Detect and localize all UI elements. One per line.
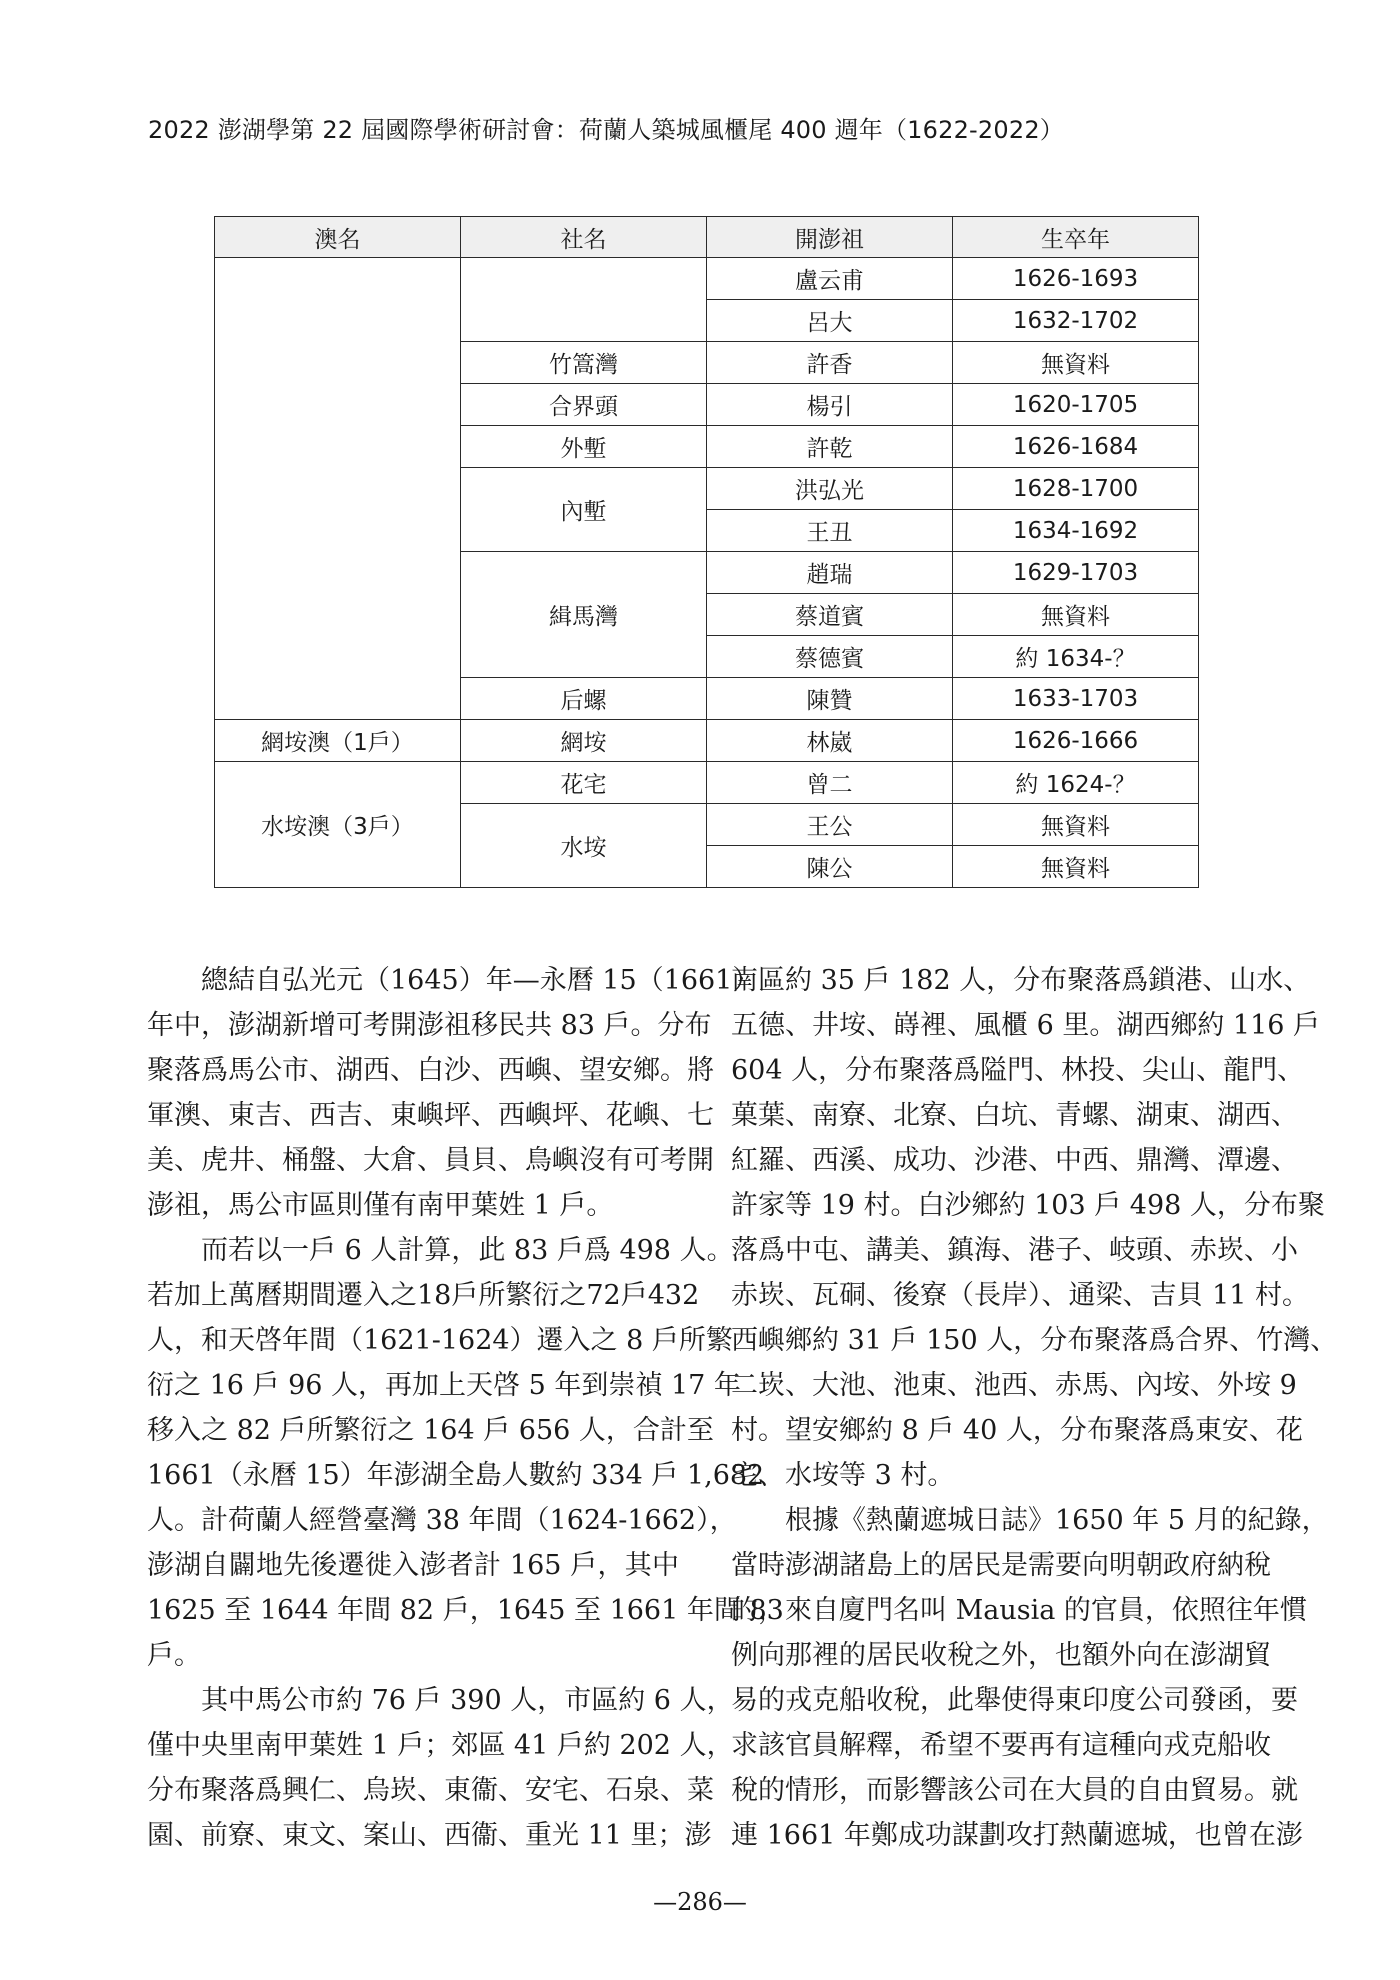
founder-cell: 王公 [707, 804, 953, 846]
column-header: 開澎祖 [707, 217, 953, 258]
table-row [215, 258, 1199, 300]
text-line: 稅的情形，而影響該公司在大員的自由貿易。就 [731, 1775, 1298, 1806]
text-line: 年中，澎湖新增可考開澎祖移民共 83 戶。分布 [147, 1010, 712, 1041]
years-cell: 1620-1705 [953, 384, 1199, 426]
she-cell: 竹篙灣 [461, 342, 707, 384]
years-cell: 1633-1703 [953, 678, 1199, 720]
years-cell: 1626-1666 [953, 720, 1199, 762]
text-line: 衍之 16 戶 96 人，再加上天啓 5 年到崇禎 17 年 [147, 1370, 741, 1401]
founder-cell: 洪弘光 [707, 468, 953, 510]
founder-cell: 林崴 [707, 720, 953, 762]
text-line: 根據《熱蘭遮城日誌》1650 年 5 月的紀錄， [785, 1505, 1329, 1536]
text-line: 村。望安鄉約 8 戶 40 人，分布聚落爲東安、花 [731, 1415, 1303, 1446]
column-header: 社名 [461, 217, 707, 258]
text-line: 求該官員解釋，希望不要再有這種向戎克船收 [731, 1730, 1271, 1761]
text-line: 人，和天啓年間（1621-1624）遷入之 8 戶所繁 [147, 1325, 733, 1356]
text-line: 移入之 82 戶所繁衍之 164 戶 656 人，合計至 [147, 1415, 714, 1446]
she-cell: 后螺 [461, 678, 707, 720]
text-line: 二崁、大池、池東、池西、赤馬、內垵、外垵 9 [731, 1370, 1297, 1401]
text-line: 美、虎井、桶盤、大倉、員貝、鳥嶼沒有可考開 [147, 1145, 714, 1176]
founder-cell: 許乾 [707, 426, 953, 468]
she-cell: 內塹 [461, 468, 707, 552]
ao-cell: 水垵澳（3戶） [215, 762, 461, 888]
she-cell: 緝馬灣 [461, 552, 707, 678]
text-line: 其中馬公市約 76 戶 390 人，市區約 6 人， [201, 1685, 734, 1716]
column-header: 澳名 [215, 217, 461, 258]
body-column-left [147, 958, 784, 1858]
she-cell [461, 258, 707, 342]
text-line: 例向那裡的居民收稅之外，也額外向在澎湖貿 [731, 1640, 1271, 1671]
founder-cell: 陳贊 [707, 678, 953, 720]
founder-cell: 蔡德賓 [707, 636, 953, 678]
years-cell: 1626-1684 [953, 426, 1199, 468]
years-cell: 1629-1703 [953, 552, 1199, 594]
running-header: 2022 澎湖學第 22 屆國際學術研討會：荷蘭人築城風櫃尾 400 週年（1622-2022） [148, 116, 1064, 144]
years-cell: 無資料 [953, 342, 1199, 384]
text-line: 總結自弘光元（1645）年—永曆 15（1661） [201, 965, 760, 996]
text-line: 西嶼鄉約 31 戶 150 人，分布聚落爲合界、竹灣、 [731, 1325, 1338, 1356]
founder-cell: 趙瑞 [707, 552, 953, 594]
text-line: 1661（永曆 15）年澎湖全島人數約 334 戶 1,682 [147, 1460, 765, 1491]
text-line: 604 人，分布聚落爲隘門、林投、尖山、龍門、 [731, 1055, 1305, 1086]
years-cell: 約 1634-？ [953, 636, 1199, 678]
text-line: 紅羅、西溪、成功、沙港、中西、鼎灣、潭邊、 [731, 1145, 1298, 1176]
body-column-right [731, 958, 1338, 1858]
text-line: 分布聚落爲興仁、烏崁、東衞、安宅、石泉、菜 [147, 1775, 714, 1806]
she-cell: 花宅 [461, 762, 707, 804]
she-cell: 外塹 [461, 426, 707, 468]
text-line: 而若以一戶 6 人計算，此 83 戶爲 498 人。 [201, 1235, 734, 1266]
text-line: 僅中央里南甲葉姓 1 戶；郊區 41 戶約 202 人， [147, 1730, 734, 1761]
text-line: 南區約 35 戶 182 人，分布聚落爲鎖港、山水、 [731, 965, 1311, 996]
text-line: 軍澳、東吉、西吉、東嶼坪、西嶼坪、花嶼、七 [147, 1100, 714, 1131]
text-line: 澎湖自闢地先後遷徙入澎者計 165 戶，其中 [147, 1550, 679, 1581]
text-line: 宅、水垵等 3 村。 [731, 1460, 955, 1491]
text-line: 園、前寮、東文、案山、西衞、重光 11 里；澎 [147, 1820, 712, 1851]
page-number: —286— [653, 1888, 747, 1916]
she-cell: 網垵 [461, 720, 707, 762]
years-cell: 約 1624-？ [953, 762, 1199, 804]
text-line: 1625 至 1644 年間 82 戶，1645 至 1661 年間 83 [147, 1595, 784, 1626]
years-cell: 1632-1702 [953, 300, 1199, 342]
table-row [215, 720, 1199, 762]
founder-cell: 王丑 [707, 510, 953, 552]
table-row [215, 762, 1199, 804]
text-line: 五德、井垵、嵵裡、風櫃 6 里。湖西鄉約 116 戶 [731, 1010, 1321, 1041]
text-line: 赤崁、瓦硐、後寮（長岸）、通梁、吉貝 11 村。 [731, 1280, 1310, 1311]
text-line: 落爲中屯、講美、鎮海、港子、岐頭、赤崁、小 [731, 1235, 1298, 1266]
founder-cell: 盧云甫 [707, 258, 953, 300]
ao-cell: 網垵澳（1戶） [215, 720, 461, 762]
founder-cell: 呂大 [707, 300, 953, 342]
text-line: 當時澎湖諸島上的居民是需要向明朝政府納稅 [731, 1550, 1271, 1581]
text-line: 的，來自廈門名叫 Mausia 的官員，依照往年慣 [731, 1595, 1307, 1626]
text-line: 易的戎克船收稅，此舉使得東印度公司發函，要 [731, 1685, 1298, 1716]
text-line: 澎祖，馬公市區則僅有南甲葉姓 1 戶。 [147, 1190, 614, 1221]
founders-table [214, 216, 1199, 888]
years-cell: 1634-1692 [953, 510, 1199, 552]
founder-cell: 許香 [707, 342, 953, 384]
years-cell: 1628-1700 [953, 468, 1199, 510]
text-line: 若加上萬曆期間遷入之18戶所繁衍之72戶432 [147, 1280, 700, 1311]
table-header-row [215, 217, 1199, 258]
founder-cell: 陳公 [707, 846, 953, 888]
ao-cell [215, 258, 461, 720]
years-cell: 無資料 [953, 846, 1199, 888]
founder-cell: 曾二 [707, 762, 953, 804]
years-cell: 1626-1693 [953, 258, 1199, 300]
text-line: 連 1661 年鄭成功謀劃攻打熱蘭遮城，也曾在澎 [731, 1820, 1303, 1851]
text-line: 聚落爲馬公市、湖西、白沙、西嶼、望安鄉。將 [147, 1055, 714, 1086]
text-line: 菓葉、南寮、北寮、白坑、青螺、湖東、湖西、 [731, 1100, 1298, 1131]
column-header: 生卒年 [953, 217, 1199, 258]
founder-cell: 楊引 [707, 384, 953, 426]
text-line: 許家等 19 村。白沙鄉約 103 戶 498 人，分布聚 [731, 1190, 1325, 1221]
she-cell: 合界頭 [461, 384, 707, 426]
years-cell: 無資料 [953, 594, 1199, 636]
years-cell: 無資料 [953, 804, 1199, 846]
founder-cell: 蔡道賓 [707, 594, 953, 636]
she-cell: 水垵 [461, 804, 707, 888]
text-line: 人。計荷蘭人經營臺灣 38 年間（1624-1662）， [147, 1505, 737, 1536]
text-line: 戶。 [147, 1640, 201, 1671]
